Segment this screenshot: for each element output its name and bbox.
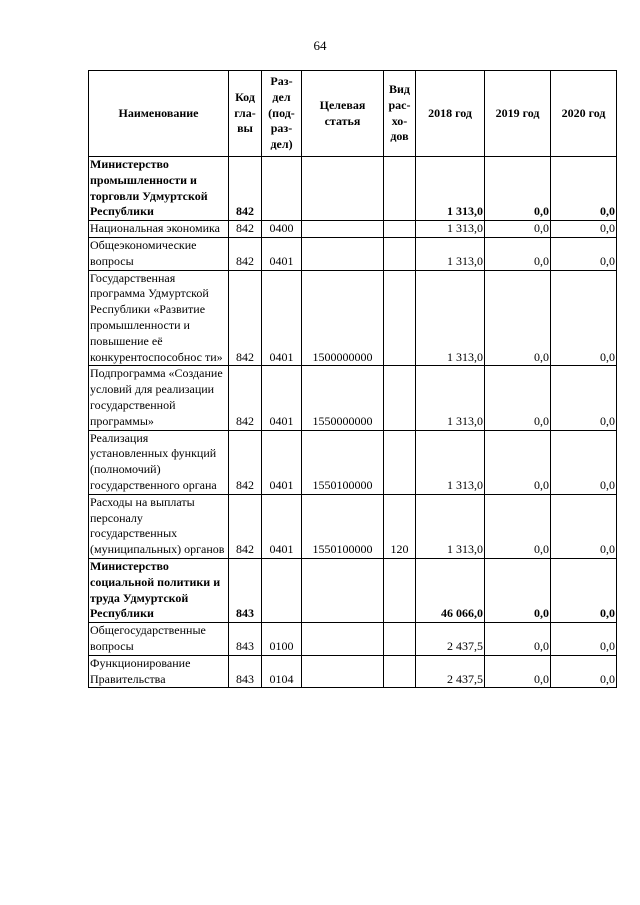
row-name: Национальная экономика (89, 221, 229, 238)
row-target: 1500000000 (302, 270, 384, 366)
row-expense-type (384, 655, 416, 688)
row-section: 0401 (262, 270, 302, 366)
row-name: Министерство социальной политики и труда Удмуртской Республики (89, 558, 229, 622)
table-row (89, 366, 617, 430)
row-name: Общеэкономические вопросы (89, 237, 229, 270)
row-name: Общегосударственные вопросы (89, 623, 229, 656)
row-2020: 0,0 (551, 237, 617, 270)
row-expense-type (384, 221, 416, 238)
row-2020: 0,0 (551, 655, 617, 688)
row-2020: 0,0 (551, 366, 617, 430)
row-2018: 1 313,0 (416, 270, 485, 366)
row-section (262, 157, 302, 221)
table-row (89, 623, 617, 656)
table-row (89, 494, 617, 558)
row-section: 0104 (262, 655, 302, 688)
row-target (302, 558, 384, 622)
row-name: Реализация установленных функций (полномочий) государственного органа (89, 430, 229, 494)
header-name: Наименование (89, 71, 229, 157)
row-expense-type (384, 366, 416, 430)
row-expense-type (384, 237, 416, 270)
row-expense-type: 120 (384, 494, 416, 558)
row-2020: 0,0 (551, 623, 617, 656)
page-number: 64 (313, 38, 327, 53)
row-2019: 0,0 (485, 494, 551, 558)
row-expense-type (384, 157, 416, 221)
row-2019: 0,0 (485, 558, 551, 622)
row-2018: 1 313,0 (416, 221, 485, 238)
header-target: Целевая статья (302, 71, 384, 157)
row-code: 842 (229, 430, 262, 494)
row-2020: 0,0 (551, 270, 617, 366)
header-2020: 2020 год (551, 71, 617, 157)
row-code: 842 (229, 157, 262, 221)
row-expense-type (384, 270, 416, 366)
row-2019: 0,0 (485, 623, 551, 656)
row-2018: 46 066,0 (416, 558, 485, 622)
table-row (89, 221, 617, 238)
row-expense-type (384, 558, 416, 622)
row-2019: 0,0 (485, 366, 551, 430)
row-code: 842 (229, 366, 262, 430)
row-expense-type (384, 430, 416, 494)
row-2020: 0,0 (551, 221, 617, 238)
row-2018: 1 313,0 (416, 494, 485, 558)
row-name: Министерство промышленности и торговли Удмуртской Республики (89, 157, 229, 221)
table-row (89, 270, 617, 366)
row-2019: 0,0 (485, 430, 551, 494)
row-code: 842 (229, 494, 262, 558)
header-code: Код гла- вы (229, 71, 262, 157)
table-row (89, 237, 617, 270)
row-2019: 0,0 (485, 237, 551, 270)
header-row (89, 71, 617, 157)
row-2018: 1 313,0 (416, 366, 485, 430)
row-code: 842 (229, 237, 262, 270)
table-row (89, 655, 617, 688)
row-section: 0400 (262, 221, 302, 238)
row-2018: 2 437,5 (416, 623, 485, 656)
row-2019: 0,0 (485, 221, 551, 238)
header-section: Раз- дел (под- раз- дел) (262, 71, 302, 157)
row-2020: 0,0 (551, 494, 617, 558)
row-section: 0401 (262, 494, 302, 558)
row-name: Функционирование Правительства (89, 655, 229, 688)
row-2018: 2 437,5 (416, 655, 485, 688)
row-target (302, 237, 384, 270)
header-2019: 2019 год (485, 71, 551, 157)
row-section: 0100 (262, 623, 302, 656)
row-name: Государственная программа Удмуртской Республики «Развитие промышленности и повышение её конкурентоспособнос ти» (89, 270, 229, 366)
row-code: 842 (229, 270, 262, 366)
budget-table (88, 70, 617, 688)
row-target (302, 221, 384, 238)
row-section: 0401 (262, 237, 302, 270)
row-2019: 0,0 (485, 655, 551, 688)
table-row (89, 430, 617, 494)
row-name: Подпрограмма «Создание условий для реализации государственной программы» (89, 366, 229, 430)
table-row (89, 157, 617, 221)
row-section: 0401 (262, 366, 302, 430)
row-section: 0401 (262, 430, 302, 494)
row-code: 843 (229, 655, 262, 688)
row-target: 1550100000 (302, 430, 384, 494)
row-2019: 0,0 (485, 270, 551, 366)
row-2020: 0,0 (551, 430, 617, 494)
row-name: Расходы на выплаты персоналу государственных (муниципальных) органов (89, 494, 229, 558)
row-code: 843 (229, 623, 262, 656)
row-2018: 1 313,0 (416, 157, 485, 221)
row-target: 1550000000 (302, 366, 384, 430)
row-code: 842 (229, 221, 262, 238)
row-2020: 0,0 (551, 558, 617, 622)
header-expense-type: Вид рас- хо- дов (384, 71, 416, 157)
row-2018: 1 313,0 (416, 430, 485, 494)
row-target (302, 157, 384, 221)
row-2019: 0,0 (485, 157, 551, 221)
row-target (302, 623, 384, 656)
row-section (262, 558, 302, 622)
row-target: 1550100000 (302, 494, 384, 558)
row-code: 843 (229, 558, 262, 622)
row-target (302, 655, 384, 688)
header-2018: 2018 год (416, 71, 485, 157)
row-2018: 1 313,0 (416, 237, 485, 270)
row-2020: 0,0 (551, 157, 617, 221)
table-row (89, 558, 617, 622)
row-expense-type (384, 623, 416, 656)
